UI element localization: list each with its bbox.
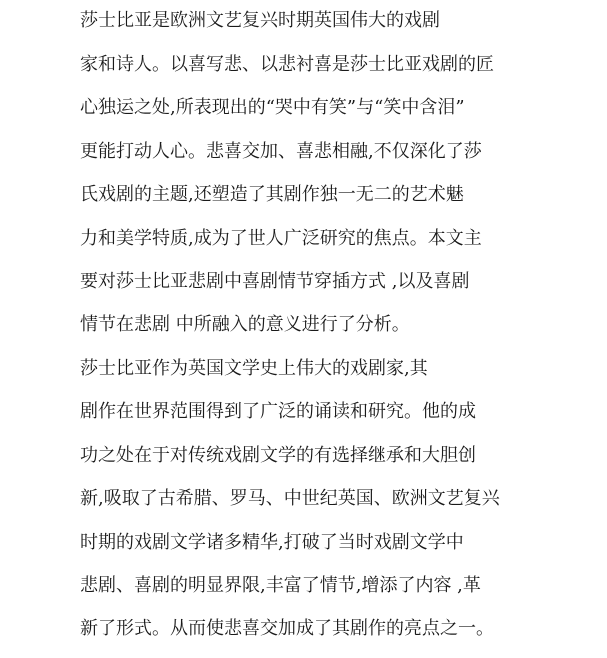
text-line: 力和美学特质,成为了世人广泛研究的焦点。本文主: [80, 228, 482, 249]
text-line: 更能打动人心。悲喜交加、喜悲相融,不仅深化了莎: [80, 141, 482, 162]
text-line: 时期的戏剧文学诸多精华,打破了当时戏剧文学中: [80, 532, 464, 553]
text-line: 悲剧、喜剧的明显界限,丰富了情节,增添了内容 ,革: [80, 575, 481, 596]
text-line: 莎士比亚作为英国文学史上伟大的戏剧家,其: [80, 358, 428, 379]
text-line: 功之处在于对传统戏剧文学的有选择继承和大胆创: [80, 445, 476, 466]
text-line: 心独运之处,所表现出的“哭中有笑”与“笑中含泪”: [80, 97, 465, 118]
text-line: 剧作在世界范围得到了广泛的诵读和研究。他的成: [80, 401, 476, 422]
text-line: 情节在悲剧 中所融入的意义进行了分析。: [80, 314, 410, 335]
text-line: 家和诗人。以喜写悲、以悲衬喜是莎士比亚戏剧的匠: [80, 54, 494, 75]
text-line: 新,吸取了古希腊、罗马、中世纪英国、欧洲文艺复兴: [80, 488, 500, 509]
text-line: 莎士比亚是欧洲文艺复兴时期英国伟大的戏剧: [80, 10, 440, 31]
text-line: 要对莎士比亚悲剧中喜剧情节穿插方式 ,以及喜剧: [80, 271, 470, 292]
text-line: 新了形式。从而使悲喜交加成了其剧作的亮点之一。: [80, 618, 494, 639]
text-line: 氏戏剧的主题,还塑造了其剧作独一无二的艺术魅: [80, 184, 464, 205]
